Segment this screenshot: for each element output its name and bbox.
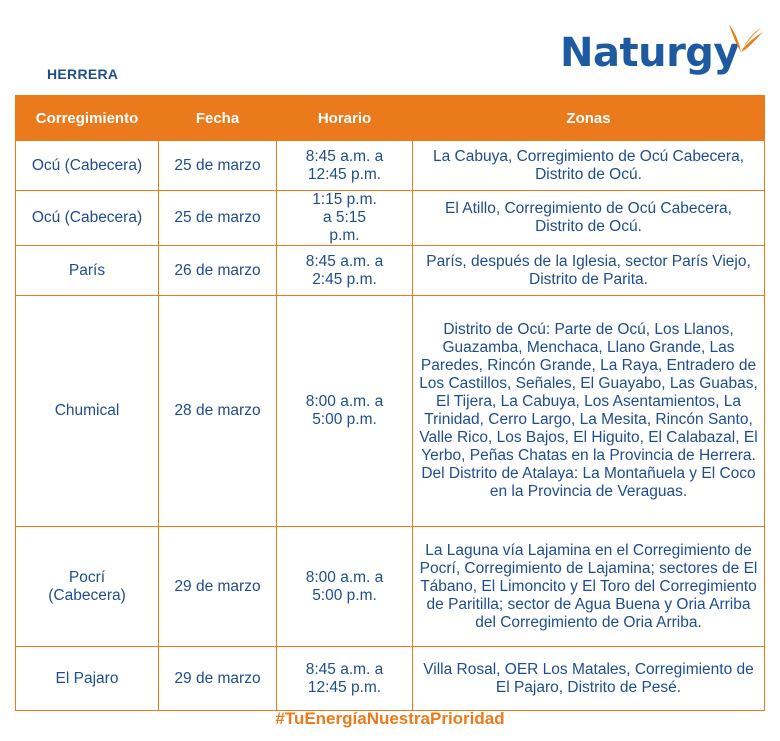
cell-fecha: 25 de marzo <box>159 141 277 191</box>
cell-zonas: El Atillo, Corregimiento de Ocú Cabecera, Distrito de Ocú. <box>413 191 765 246</box>
region-title: HERRERA <box>47 66 119 82</box>
cell-corregimiento: El Pajaro <box>16 647 159 711</box>
header-horario: Horario <box>277 96 413 141</box>
cell-fecha: 29 de marzo <box>159 527 277 647</box>
cell-corregimiento: París <box>16 246 159 296</box>
cell-zonas: Villa Rosal, OER Los Matales, Corregimiento de El Pajaro, Distrito de Pesé. <box>413 647 765 711</box>
table-header-row <box>16 96 765 141</box>
cell-zonas: París, después de la Iglesia, sector París Viejo, Distrito de Parita. <box>413 246 765 296</box>
cell-horario: 8:45 a.m. a 12:45 p.m. <box>277 647 413 711</box>
cell-corregimiento: Ocú (Cabecera) <box>16 191 159 246</box>
cell-fecha: 29 de marzo <box>159 647 277 711</box>
cell-fecha: 25 de marzo <box>159 191 277 246</box>
cell-horario: 1:15 p.m. a 5:15 p.m. <box>277 191 413 246</box>
cell-corregimiento: Pocrí (Cabecera) <box>16 527 159 647</box>
header-zonas: Zonas <box>413 96 765 141</box>
header-corregimiento: Corregimiento <box>16 96 159 141</box>
butterfly-icon <box>725 22 765 64</box>
header-fecha: Fecha <box>159 96 277 141</box>
cell-zonas: La Laguna vía Lajamina en el Corregimiento de Pocrí, Corregimiento de Lajamina; sectores de El Tábano, El Limoncito y El Toro del Corregimiento de Paritilla; sector de Agua Buena y Oria Arriba del Corregimiento de Oria Arriba. <box>413 527 765 647</box>
cell-fecha: 26 de marzo <box>159 246 277 296</box>
cell-zonas: La Cabuya, Corregimiento de Ocú Cabecera, Distrito de Ocú. <box>413 141 765 191</box>
table-row <box>16 191 765 246</box>
cell-horario: 8:00 a.m. a 5:00 p.m. <box>277 527 413 647</box>
schedule-table <box>15 95 765 711</box>
cell-fecha: 28 de marzo <box>159 296 277 527</box>
logo-wordmark: Naturgy <box>560 30 739 76</box>
table-row <box>16 246 765 296</box>
naturgy-logo <box>560 22 770 82</box>
table-row <box>16 647 765 711</box>
table-row <box>16 141 765 191</box>
cell-corregimiento: Chumical <box>16 296 159 527</box>
cell-horario: 8:45 a.m. a 2:45 p.m. <box>277 246 413 296</box>
cell-horario: 8:45 a.m. a 12:45 p.m. <box>277 141 413 191</box>
table-row <box>16 296 765 527</box>
hashtag: #TuEnergíaNuestraPrioridad <box>275 709 505 728</box>
cell-horario: 8:00 a.m. a 5:00 p.m. <box>277 296 413 527</box>
table-row <box>16 527 765 647</box>
cell-zonas: Distrito de Ocú: Parte de Ocú, Los Llanos, Guazamba, Menchaca, Llano Grande, Las Paredes, Rincón Grande, La Raya, Entradero de Los Castillos, Señales, El Guayabo, Las Guabas, El Tijera, La Cabuya, Los Asentamientos, La Trinidad, Cerro Largo, La Mesita, Rincón Santo, Valle Rico, Los Bajos, El Higuito, El Calabazal, El Yerbo, Peñas Chatas en la Provincia de Herrera. Del Distrito de Atalaya: La Montañuela y El Coco en la Provincia de Veraguas. <box>413 296 765 527</box>
cell-corregimiento: Ocú (Cabecera) <box>16 141 159 191</box>
